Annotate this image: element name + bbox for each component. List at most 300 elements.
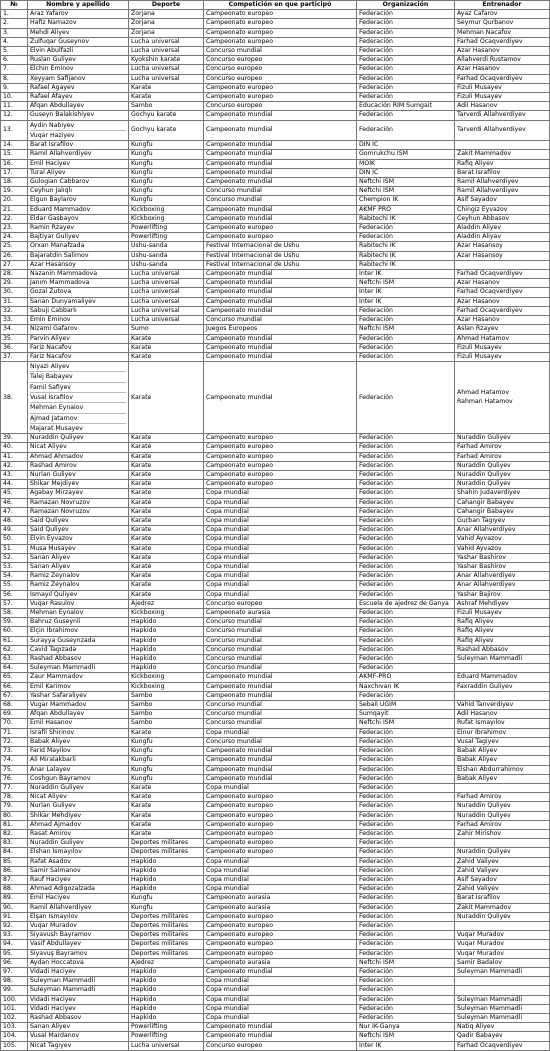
row-number: 43. [1,471,28,480]
organization: Federación [357,857,455,866]
table-row [1,682,550,691]
athlete-name: Ramil Allahverdiyev [28,903,129,912]
coach: Suleyman Mammadli [455,655,550,664]
sport: Lucha universal [129,316,204,325]
coach [455,664,550,673]
competition: Campeonato europeo [204,829,357,838]
competition: Campeonato europeo [204,802,357,811]
coach: Azar Hasansoy [455,242,550,251]
sport: Powerlifting [129,233,204,242]
row-number: 80. [1,811,28,820]
athlete-name-line: Talej Babayev [30,372,126,382]
sport: Karate [129,362,204,434]
organization: Neftchi İSM [357,178,455,187]
organization: Federación [357,774,455,783]
table-row [1,811,550,820]
athlete-name: Said Quliyev [28,526,129,535]
organization: Federación [357,894,455,903]
row-number: 5. [1,47,28,56]
competition: Campeonato mundial [204,334,357,343]
competition: Campeonato europeo [204,434,357,443]
competition: Campeonato europeo [204,940,357,949]
table-row [1,187,550,196]
organization: Federación [357,498,455,507]
row-number: 39. [1,434,28,443]
athlete-name: Ramazan Novruzov [28,498,129,507]
row-number: 82. [1,829,28,838]
competition: Campeonato europeo [204,19,357,28]
row-number: 70. [1,719,28,728]
organization: Neftchi İSM [357,719,455,728]
row-number: 53. [1,563,28,572]
table-row [1,728,550,737]
organization: Federación [357,343,455,352]
competition: Campeonato europeo [204,793,357,802]
athlete-name: Elçin İbrahimov [28,627,129,636]
coach: Nuraddin Guliyev [455,434,550,443]
sport: Hapkido [129,885,204,894]
competition: Campeonato mundial [204,297,357,306]
table-row [1,609,550,618]
sport: Lucha universal [129,74,204,83]
row-number: 10. [1,93,28,102]
row-number: 48. [1,517,28,526]
sport: Karate [129,352,204,361]
row-number: 22. [1,214,28,223]
organization: Federación [357,737,455,746]
competition: Concurso mundial [204,645,357,654]
competition: Campeonato mundial [204,691,357,700]
athlete-name: Agabay Mirzayev [28,489,129,498]
table-row [1,83,550,92]
athlete-name-line: Aydin Nabiyev [30,121,126,131]
organization: Federación [357,636,455,645]
coach: Farhad Amirov [455,820,550,829]
athlete-name: Suleyman Mammadli [28,977,129,986]
row-number: 35. [1,334,28,343]
competition: Copa mundial [204,885,357,894]
row-number: 42. [1,461,28,470]
competition: Campeonato europeo [204,83,357,92]
competition: Campeonato mundial [204,270,357,279]
athlete-name: Nicat Tagıyev [28,1041,129,1050]
competition: Concurso mundial [204,316,357,325]
sport: Karate [129,728,204,737]
sport: Sambo [129,719,204,728]
organization: Federación [357,875,455,884]
competition: Copa mundial [204,1013,357,1022]
coach [455,260,550,269]
competition: Campeonato europeo [204,471,357,480]
row-number: 1. [1,10,28,19]
table-row [1,1023,550,1032]
coach: Suleyman Mammadli [455,995,550,1004]
sport: Kungfu [129,894,204,903]
sport: Karate [129,563,204,572]
coach: Ayaz Cafarov [455,10,550,19]
coach [455,977,550,986]
athlete-name: Sabuji Cabbarlı [28,306,129,315]
athlete-name: Ceyhun Jalıqlı [28,187,129,196]
organization: Federación [357,56,455,65]
athlete-name: Said Quliyev [28,517,129,526]
row-number: 68. [1,701,28,710]
row-number: 64. [1,664,28,673]
athlete-name: Ramin Rzayev [28,224,129,233]
row-number: 71. [1,728,28,737]
competition: Copa mundial [204,995,357,1004]
athlete-name: Elşan İsmayılov [28,912,129,921]
table-row [1,325,550,334]
competition: Campeonato mundial [204,168,357,177]
sport: Kungfu [129,150,204,159]
competition: Concurso mundial [204,664,357,673]
organization: Federación [357,471,455,480]
coach: Zahid Valiyev [455,866,550,875]
sport: Karate [129,498,204,507]
sport: Karate [129,526,204,535]
athlete-name: İsrafil Shirinov [28,728,129,737]
competition: Campeonato mundial [204,159,357,168]
sport: Kungfu [129,168,204,177]
row-number: 72. [1,737,28,746]
organization: Federación [357,829,455,838]
coach: Seymur Qurbanov [455,19,550,28]
organization: Federación [357,517,455,526]
organization: Federación [357,316,455,325]
table-row [1,507,550,516]
athlete-name: Nicat Aliyev [28,443,129,452]
organization: Federación [357,949,455,958]
athlete-name: Siyavush Bayramov [28,931,129,940]
coach: Farhad Ocaqverdiyev [455,306,550,315]
athlete-name: Fariz Nacafov [28,352,129,361]
athlete-name: Elvin Eyvazov [28,535,129,544]
organization: Federación [357,793,455,802]
table-row [1,894,550,903]
coach: Tarverdi Allahverdiyev [455,111,550,120]
sport: Karate [129,820,204,829]
sport: Sambo [129,691,204,700]
competition: Campeonato mundial [204,279,357,288]
sport: Kickboxing [129,609,204,618]
athlete-name: Suleyman Mammadli [28,986,129,995]
sport: Zorjana [129,10,204,19]
organization: Federación [357,756,455,765]
row-number: 84. [1,848,28,857]
sport: Kungfu [129,159,204,168]
coach [455,783,550,792]
sport: Powerlifting [129,1023,204,1032]
athlete-name: Vusal Mardanov [28,1032,129,1041]
coach: Faxraddin Guliyev [455,682,550,691]
coach: Vuqar Muradov [455,940,550,949]
row-number: 92. [1,921,28,930]
coach: Anar Allahverdiyev [455,572,550,581]
competition: Campeonato mundial [204,205,357,214]
competition: Campeonato mundial [204,362,357,434]
coach: Fizuli Musayev [455,93,550,102]
table-row [1,297,550,306]
athlete-name-line: Mehman Eynalov [30,403,126,413]
athlete-name: Vidadi Haciyev [28,995,129,1004]
row-number: 88. [1,885,28,894]
competition: Concurso mundial [204,710,357,719]
organization: Neftchi İSM [357,1032,455,1041]
table-row [1,343,550,352]
row-number: 7. [1,65,28,74]
competition: Campeonato europeo [204,443,357,452]
athlete-name: Cavid Tagızadə [28,645,129,654]
coach: Suleyman Mammadli [455,1004,550,1013]
athlete-name-line: Majarat Musayev [30,424,83,432]
sport: Karate [129,590,204,599]
row-number: 79. [1,802,28,811]
competition: Copa mundial [204,590,357,599]
coach: Vuqar Muradov [455,949,550,958]
row-number: 78. [1,793,28,802]
table-row [1,737,550,746]
competition: Concurso europeo [204,56,357,65]
competition: Concurso mundial [204,47,357,56]
athlete-name-line: Niyazi Aliyev [30,362,126,372]
competition: Campeonato aurasia [204,609,357,618]
header-organization: Organización [357,1,455,10]
competition: Campeonato mundial [204,967,357,976]
sport: Gochyu karate [129,111,204,120]
row-number: 31. [1,297,28,306]
organization: Federación [357,352,455,361]
row-number: 3. [1,28,28,37]
sport: Karate [129,793,204,802]
athlete-name: Araz Yafarov [28,10,129,19]
coach: Aslan Rzayev [455,325,550,334]
competition: Copa mundial [204,977,357,986]
coach: Yashar Bashirov [455,563,550,572]
table-row [1,37,550,46]
table-row [1,288,550,297]
row-number: 12. [1,111,28,120]
table-row [1,802,550,811]
table-row [1,205,550,214]
row-number: 46. [1,498,28,507]
coach: Nuraddin Quliyev [455,848,550,857]
competition: Concurso mundial [204,737,357,746]
sport: Hapkido [129,655,204,664]
athlete-name: Nizami Gafarov [28,325,129,334]
row-number: 57. [1,599,28,608]
row-number: 75. [1,765,28,774]
table-row [1,912,550,921]
coach: Ahmad Hatamov Rahman Hatamov [455,362,550,434]
competition: Campeonato mundial [204,178,357,187]
organization: Gomrukchu İSM [357,150,455,159]
row-number: 66. [1,682,28,691]
organization: Neftchi İSM [357,279,455,288]
row-number: 90. [1,903,28,912]
competition: Campeonato mundial [204,682,357,691]
organization: Federación [357,544,455,553]
table-row [1,489,550,498]
athlete-name: Ahmad Ajmadov [28,820,129,829]
table-row [1,242,550,251]
organization: Federación [357,93,455,102]
competition: Campeonato mundial [204,673,357,682]
row-number: 73. [1,747,28,756]
row-number: 101. [1,1004,28,1013]
table-row [1,599,550,608]
athlete-name [28,120,129,141]
sport: Karate [129,471,204,480]
athlete-name: Suleyman Mammadli [28,664,129,673]
table-row [1,150,550,159]
organization: Federación [357,839,455,848]
sport: Zorjana [129,19,204,28]
competition: Copa mundial [204,857,357,866]
coach: Ramil Allahverdiyev [455,178,550,187]
athlete-name: Sanan Dunyamaliyev [28,297,129,306]
coach: Rashad Abbasov [455,645,550,654]
row-number: 29. [1,279,28,288]
sport: Hapkido [129,967,204,976]
sport: Lucha universal [129,288,204,297]
athlete-name: Elchin Eminov [28,65,129,74]
coach [455,986,550,995]
organization: Federación [357,921,455,930]
organization: Sumqayit [357,710,455,719]
athlete-name: Ramiz Zeynalov [28,581,129,590]
row-number: 97. [1,967,28,976]
table-row [1,756,550,765]
athlete-name: Emil Haciyev [28,894,129,903]
athlete-name: Parvin Aliyev [28,334,129,343]
organization: Federación [357,452,455,461]
coach: Elnur İbrahimov [455,728,550,737]
athlete-name: Gozal Zutova [28,288,129,297]
row-number: 59. [1,618,28,627]
row-number: 86. [1,866,28,875]
athlete-name-line: Ajmad Jatarnov [30,414,126,424]
table-row [1,352,550,361]
sport: Karate [129,334,204,343]
coach: Nuraddin Quliyev [455,461,550,470]
row-number: 19. [1,187,28,196]
sport: Lucha universal [129,65,204,74]
row-number: 30. [1,288,28,297]
table-row [1,774,550,783]
athlete-name: Coshgun Bayramov [28,774,129,783]
row-number: 9. [1,83,28,92]
table-row [1,940,550,949]
table-row [1,65,550,74]
table-row [1,618,550,627]
coach: Cahangir Babayev [455,507,550,516]
athlete-name: Elshan İsmayılov [28,848,129,857]
athlete-name: Bahruz Guseynli [28,618,129,627]
organization: Federación [357,581,455,590]
sport: Karate [129,489,204,498]
coach: Allahverdi Rustamov [455,56,550,65]
organization: Rabitechi İK [357,242,455,251]
athlete-name: Azar Hasansoy [28,260,129,269]
header-competition: Competición en que participó [204,1,357,10]
coach: Eduard Mammadov [455,673,550,682]
coach: Ceyhun Abbasov [455,214,550,223]
sport: Deportes militares [129,848,204,857]
organization: Federación [357,461,455,470]
competition: Copa mundial [204,553,357,562]
competition: Festival Internacional de Ushu [204,242,357,251]
sport: Karate [129,93,204,102]
coach: Zahid Valiyev [455,857,550,866]
competition: Campeonato europeo [204,233,357,242]
coach [455,839,550,848]
row-number: 15. [1,150,28,159]
organization: Federación [357,664,455,673]
row-number: 77. [1,783,28,792]
athlete-name: Ahmad Ahmadov [28,452,129,461]
row-number: 87. [1,875,28,884]
competition: Campeonato mundial [204,343,357,352]
athlete-name: Ramil Allahverdiyev [28,150,129,159]
table-row [1,316,550,325]
athlete-name: Afqan Abdullayev [28,102,129,111]
table-row [1,535,550,544]
organization: Federación [357,480,455,489]
row-number: 32. [1,306,28,315]
competition: Copa mundial [204,875,357,884]
row-number: 20. [1,196,28,205]
athlete-name: Emil Karimov [28,682,129,691]
competition: Campeonato europeo [204,224,357,233]
row-number: 89. [1,894,28,903]
athlete-name: Zaur Mammadov [28,673,129,682]
athlete-name: Nuraddin Quliyev [28,434,129,443]
athlete-name: Emil Haciyev [28,159,129,168]
organization: Federación [357,866,455,875]
row-number: 74. [1,756,28,765]
organization: İnter İK [357,288,455,297]
sport: Lucha universal [129,279,204,288]
organization: Federación [357,28,455,37]
sport: Sambo [129,102,204,111]
row-number: 50. [1,535,28,544]
table-row [1,553,550,562]
table-row [1,921,550,930]
organization: Federación [357,903,455,912]
coach: Farhad Amirov [455,452,550,461]
table-row [1,627,550,636]
competition: Campeonato mundial [204,765,357,774]
organization: Neftchi İSM [357,958,455,967]
table-row [1,168,550,177]
row-number: 55. [1,581,28,590]
athlete-name: Ramazan Novruzov [28,507,129,516]
sport: Kickboxing [129,214,204,223]
organization: Federación [357,47,455,56]
competition: Copa mundial [204,526,357,535]
table-row [1,691,550,700]
organization: Federación [357,995,455,1004]
sport: Karate [129,480,204,489]
coach: Chingiz Eyvazov [455,205,550,214]
sport: Kickboxing [129,673,204,682]
competition: Campeonato europeo [204,10,357,19]
competition: Campeonato mundial [204,214,357,223]
competition: Campeonato europeo [204,28,357,37]
table-row [1,334,550,343]
sport: Lucha universal [129,37,204,46]
